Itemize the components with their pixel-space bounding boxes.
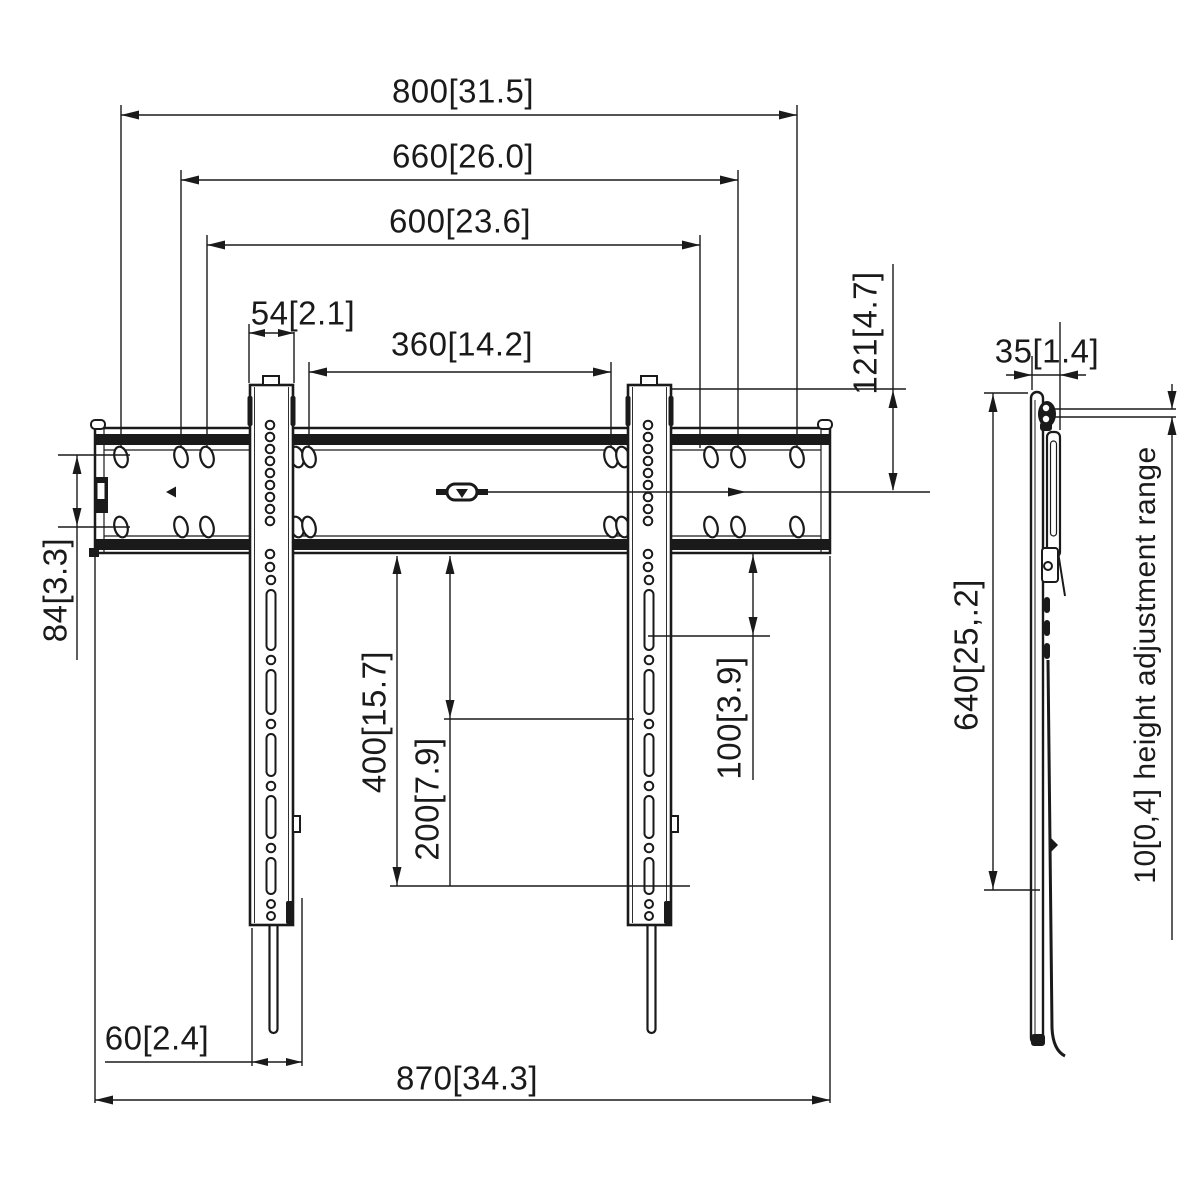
dim-label-400: 400[15.7]	[355, 650, 393, 794]
dim-label-35: 35[1.4]	[994, 332, 1100, 370]
front-view	[89, 376, 930, 1033]
dim-label-54: 54[2.1]	[250, 294, 356, 332]
side-view	[1031, 392, 1065, 1056]
vesa-bracket-left	[248, 376, 301, 1033]
dimension-lines	[58, 105, 1176, 1103]
rail-end-cap-right	[818, 420, 832, 429]
dim-label-84: 84[3.3]	[36, 537, 74, 643]
dim-label-360: 360[14.2]	[390, 325, 534, 363]
dim-label-800: 800[31.5]	[391, 72, 535, 110]
dim-label-640: 640[25,.2]	[947, 579, 985, 731]
dim-label-660: 660[26.0]	[391, 137, 535, 175]
dim-label-870: 870[34.3]	[395, 1059, 539, 1097]
dim-label-height-adjustment-range: 10[0,4] height adjustment range	[1129, 446, 1162, 884]
dim-label-121: 121[4.7]	[846, 271, 884, 395]
rail-end-cap-left	[91, 420, 105, 429]
side-strap	[1048, 660, 1065, 1056]
dim-label-100: 100[3.9]	[710, 656, 748, 780]
side-wall-plate	[1031, 392, 1043, 1044]
dimension-arrows	[73, 111, 1177, 1105]
dim-label-60: 60[2.4]	[104, 1019, 210, 1057]
dim-label-600: 600[23.6]	[388, 202, 532, 240]
dim-label-200: 200[7.9]	[408, 737, 446, 861]
vesa-bracket-right	[626, 376, 679, 1033]
